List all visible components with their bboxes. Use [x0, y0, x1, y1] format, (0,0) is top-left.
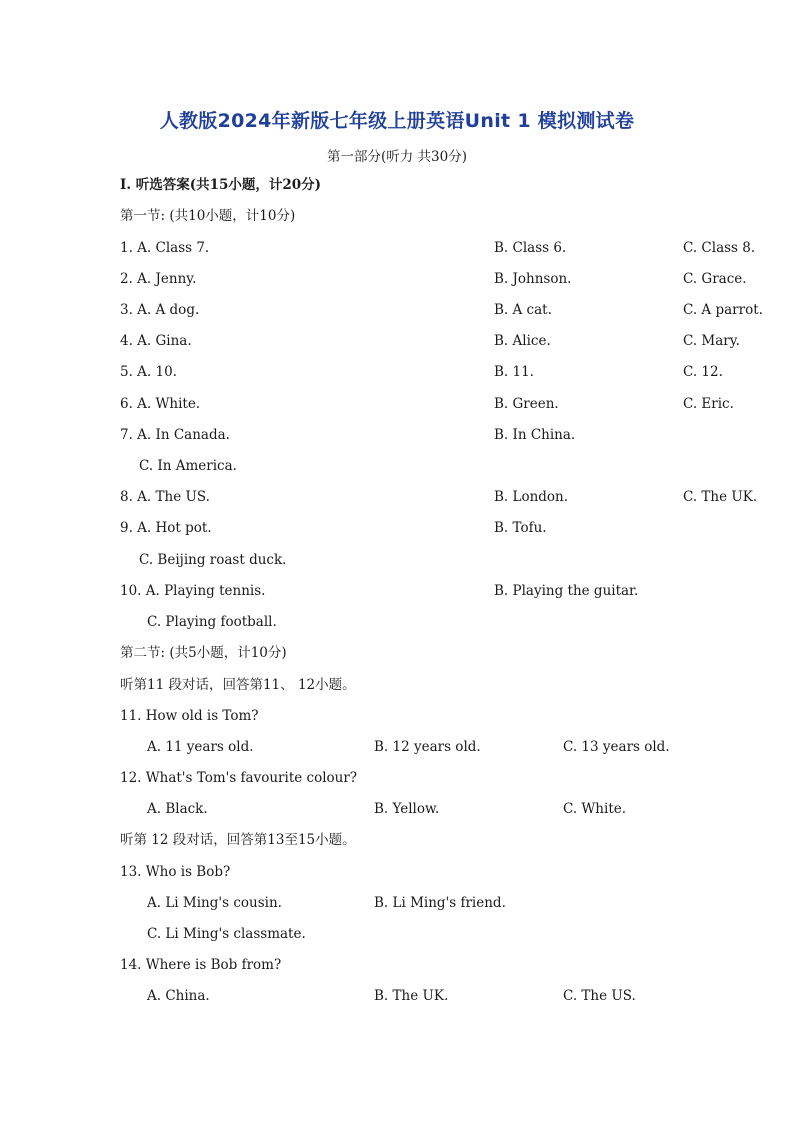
option-b: B. 12 years old.	[374, 739, 481, 755]
option-a: 7. A. In Canada.	[120, 427, 230, 443]
option-c: C. In America.	[139, 458, 237, 474]
question-stem: 11. How old is Tom?	[120, 708, 259, 724]
page-title: 人教版2024年新版七年级上册英语Unit 1 模拟测试卷	[159, 110, 635, 132]
option-b: B. Class 6.	[494, 240, 567, 256]
subsection-heading: 第一节: (共10小题，计10分)	[120, 208, 296, 224]
option-b: B. Playing the guitar.	[494, 583, 639, 599]
option-b: B. Alice.	[494, 333, 551, 349]
option-c: C. Li Ming's classmate.	[147, 926, 306, 942]
question-stem: 14. Where is Bob from?	[120, 957, 282, 973]
option-b: B. Li Ming's friend.	[374, 895, 506, 911]
instruction-text: 听第11 段对话，回答第11、 12小题。	[120, 677, 356, 693]
option-a: A. China.	[147, 988, 210, 1004]
subsection-heading: 第二节: (共5小题，计10分)	[120, 645, 287, 661]
option-c: C. Eric.	[683, 396, 734, 412]
option-a: 5. A. 10.	[120, 364, 177, 380]
option-c: C. A parrot.	[683, 302, 763, 318]
option-a: 10. A. Playing tennis.	[120, 583, 266, 599]
option-a: 9. A. Hot pot.	[120, 520, 212, 536]
option-a: A. 11 years old.	[147, 739, 254, 755]
part-heading: 第一部分(听力 共30分)	[326, 149, 467, 165]
option-c: C. White.	[563, 801, 627, 817]
option-b: B. Johnson.	[494, 271, 572, 287]
option-c: C. Grace.	[683, 271, 747, 287]
option-c: C. 13 years old.	[563, 739, 670, 755]
option-a: 2. A. Jenny.	[120, 271, 197, 287]
option-b: B. In China.	[494, 427, 576, 443]
option-a: 1. A. Class 7.	[120, 240, 210, 256]
option-c: C. Playing football.	[147, 614, 277, 630]
option-b: B. Tofu.	[494, 520, 547, 536]
instruction-text: 听第 12 段对话，回答第13至15小题。	[120, 832, 356, 848]
option-a: 3. A. A dog.	[120, 302, 200, 318]
option-b: B. 11.	[494, 364, 534, 380]
option-a: 4. A. Gina.	[120, 333, 192, 349]
option-a: 6. A. White.	[120, 396, 201, 412]
option-a: A. Black.	[147, 801, 208, 817]
option-b: B. Green.	[494, 396, 559, 412]
option-c: C. Class 8.	[683, 240, 756, 256]
option-b: B. A cat.	[494, 302, 552, 318]
section-heading: Ⅰ. 听选答案(共15小题，计20分)	[120, 177, 322, 193]
option-c: C. Mary.	[683, 333, 740, 349]
option-a: 8. A. The US.	[120, 489, 210, 505]
question-stem: 13. Who is Bob?	[120, 864, 231, 880]
option-b: B. Yellow.	[374, 801, 440, 817]
option-c: C. 12.	[683, 364, 723, 380]
question-stem: 12. What's Tom's favourite colour?	[120, 770, 358, 786]
option-c: C. Beijing roast duck.	[139, 552, 287, 568]
option-b: B. The UK.	[374, 988, 449, 1004]
option-a: A. Li Ming's cousin.	[147, 895, 282, 911]
option-c: C. The UK.	[683, 489, 758, 505]
option-b: B. London.	[494, 489, 569, 505]
option-c: C. The US.	[563, 988, 636, 1004]
